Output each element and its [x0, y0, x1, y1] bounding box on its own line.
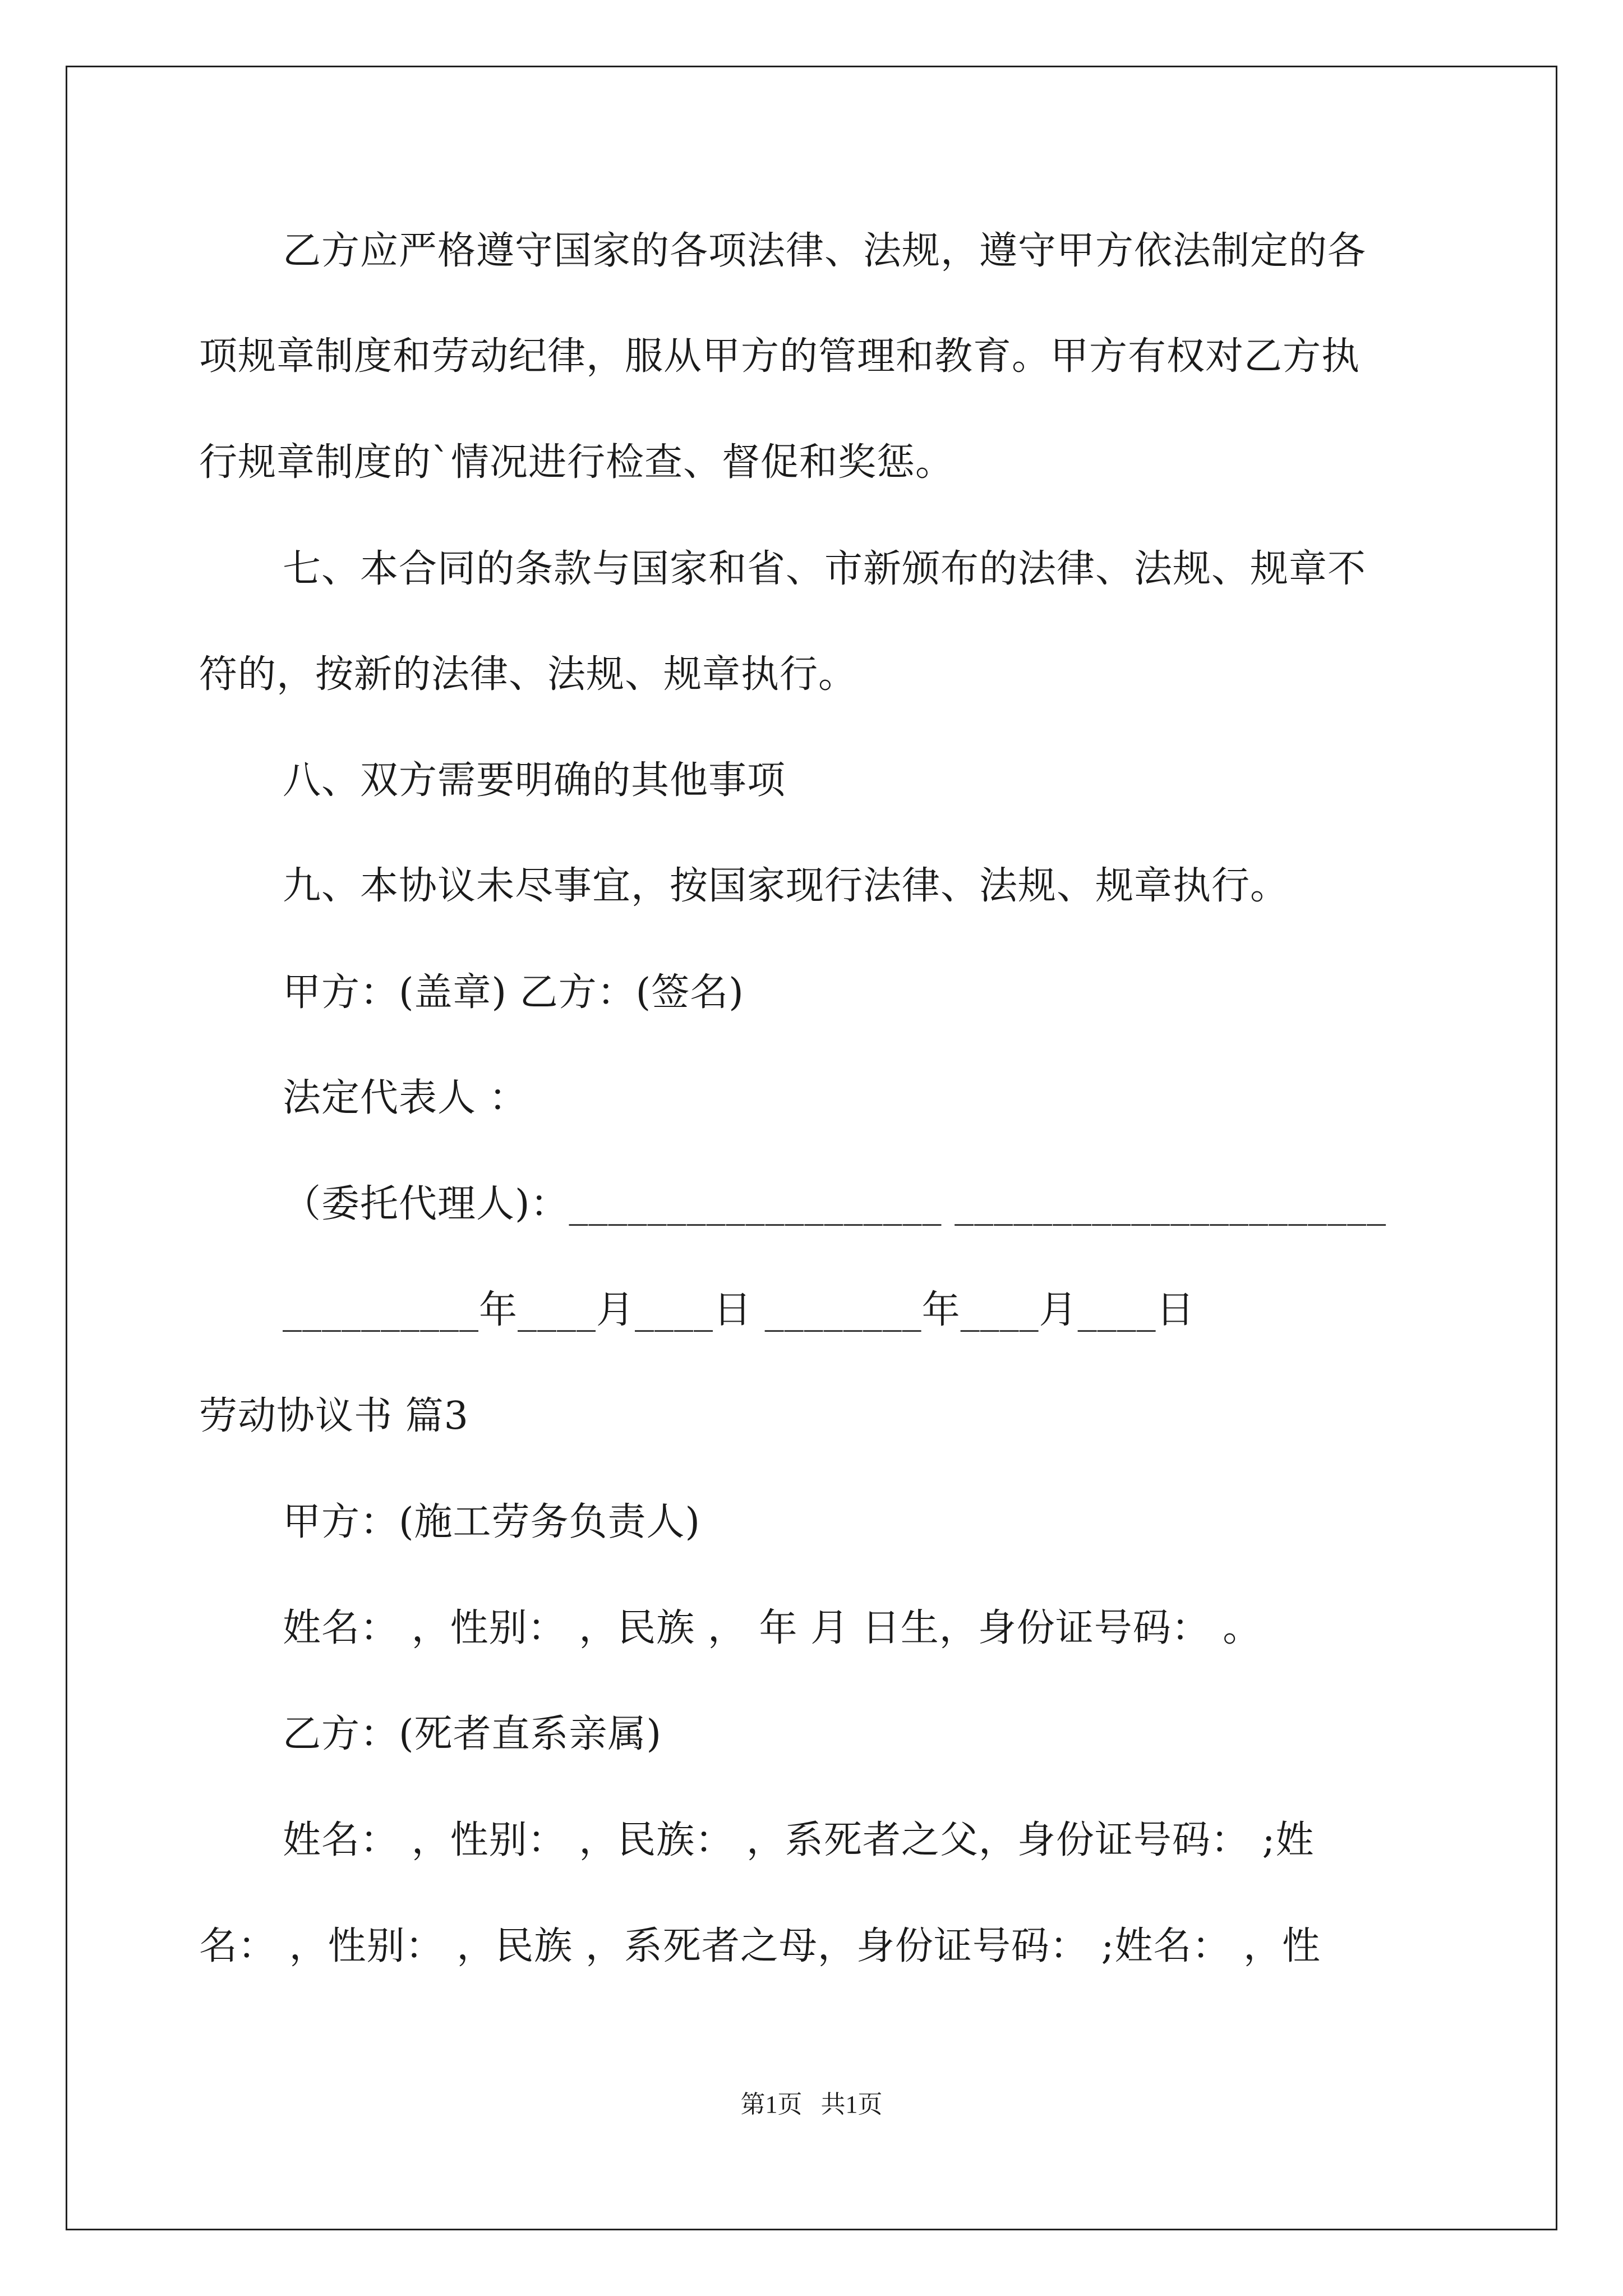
agent-line: （委托代理人)：___________________ ______________________	[283, 1182, 1387, 1226]
paragraph-line: 乙方：(死者直系亲属)	[283, 1712, 662, 1756]
page-border	[66, 66, 1557, 2230]
paragraph-line: 行规章制度的`情况进行检查、督促和奖惩。	[199, 440, 955, 485]
paragraph-line: 九、本协议未尽事宜，按国家现行法律、法规、规章执行。	[283, 864, 1289, 908]
legal-representative-line: 法定代表人 ：	[283, 1076, 528, 1120]
signature-line-parties: 甲方：(盖章) 乙方：(签名)	[283, 970, 744, 1015]
date-line: __________年____月____日 ________年____月____日	[283, 1288, 1195, 1332]
paragraph-line: 姓名： ，性别： ，民族： ，系死者之父，身份证号码： ;姓	[283, 1818, 1315, 1862]
page-number-footer: 第1页 共1页	[740, 2091, 883, 2118]
paragraph-line: 符的，按新的法律、法规、规章执行。	[199, 652, 857, 697]
paragraph-line: 项规章制度和劳动纪律，服从甲方的管理和教育。甲方有权对乙方执	[199, 334, 1361, 379]
paragraph-line: 名： ，性别： ，民族 ，系死者之母，身份证号码： ;姓名： ，性	[199, 1924, 1321, 1968]
paragraph-line: 姓名： ，性别： ，民族 ， 年 月 日生，身份证号码： 。	[283, 1606, 1262, 1650]
paragraph-line: 乙方应严格遵守国家的各项法律、法规，遵守甲方依法制定的各	[283, 229, 1367, 273]
paragraph-line: 七、本合同的条款与国家和省、市新颁布的法律、法规、规章不	[283, 547, 1367, 591]
paragraph-line: 八、双方需要明确的其他事项	[283, 758, 786, 803]
section-heading: 劳动协议书 篇3	[199, 1394, 469, 1438]
paragraph-line: 甲方：(施工劳务负责人)	[283, 1500, 701, 1544]
